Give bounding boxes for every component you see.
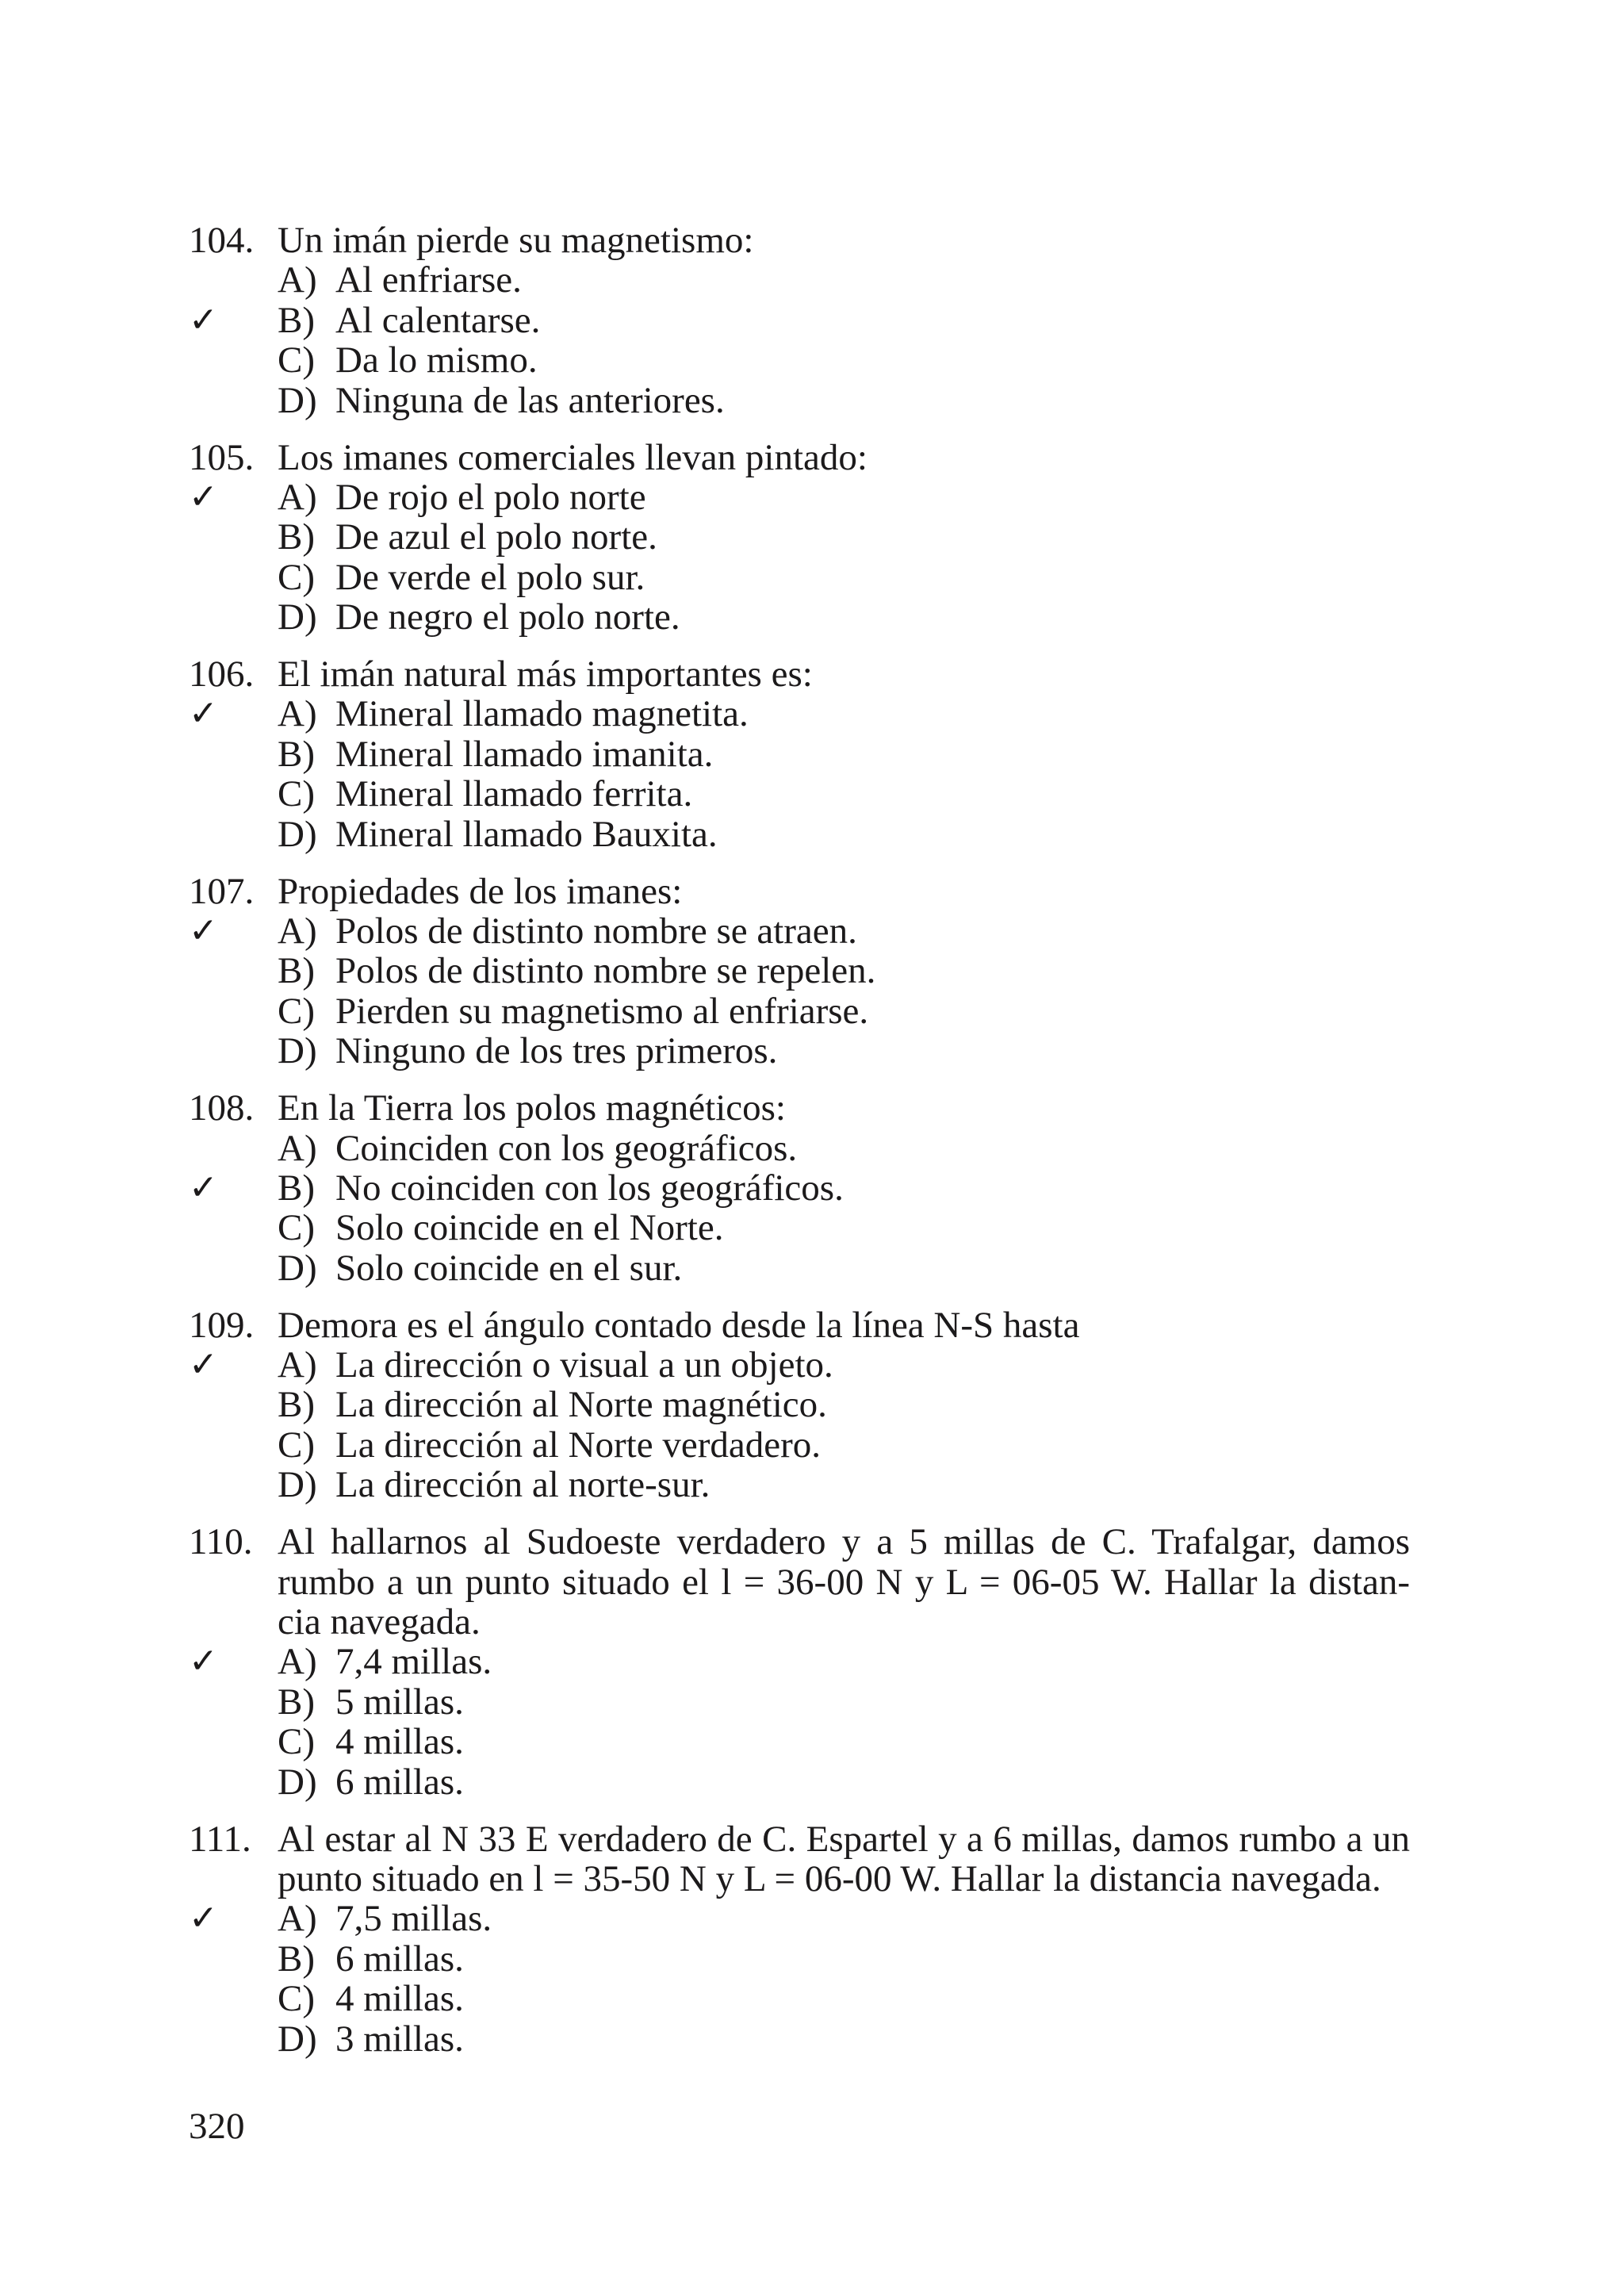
answer-option <box>189 1642 1410 1681</box>
question-header <box>189 1819 1410 1899</box>
option-text: La dirección al Norte magnético. <box>335 1384 827 1426</box>
question-text-line: Al hallarnos al Sudoeste verdadero y a 5 millas de C. Trafalgar, damos <box>278 1521 1410 1563</box>
question-text-line: El imán natural más importantes es: <box>278 654 813 696</box>
option-text: Ninguna de las anteriores. <box>335 379 725 421</box>
checkmark-icon: ✓ <box>189 1641 218 1682</box>
answer-option <box>189 2019 1410 2059</box>
option-text: 3 millas. <box>335 2018 464 2060</box>
checkmark-icon: ✓ <box>189 1167 218 1208</box>
answer-option <box>189 1208 1410 1248</box>
option-letter: D) <box>278 379 317 421</box>
option-text: Ninguno de los tres primeros. <box>335 1030 778 1072</box>
answer-option <box>189 951 1410 991</box>
option-text: 7,5 millas. <box>335 1898 492 1940</box>
question-block <box>189 1522 1410 1802</box>
question-text-line: Propiedades de los imanes: <box>278 870 683 912</box>
option-text: Da lo mismo. <box>335 339 538 381</box>
question-header <box>189 654 1410 694</box>
option-letter: D) <box>278 1030 317 1072</box>
option-text: Mineral llamado magnetita. <box>335 693 749 735</box>
answer-option <box>189 1762 1410 1802</box>
question-number: 109. <box>189 1304 255 1346</box>
option-text: Mineral llamado Bauxita. <box>335 813 718 855</box>
option-text: Coinciden con los geográficos. <box>335 1127 798 1169</box>
question-number: 106. <box>189 654 255 696</box>
option-text: De negro el polo norte. <box>335 596 680 638</box>
question-text-line: rumbo a un punto situado el l = 36-00 N y L = 06-05 W. Hallar la distan- <box>278 1561 1410 1603</box>
option-letter: B) <box>278 1938 315 1980</box>
option-text: De verde el polo sur. <box>335 556 645 598</box>
option-letter: D) <box>278 1464 317 1506</box>
answer-option <box>189 694 1410 734</box>
answer-option <box>189 340 1410 380</box>
answer-option <box>189 558 1410 597</box>
question-text <box>278 1522 1410 1642</box>
answer-option <box>189 815 1410 854</box>
answer-option <box>189 597 1410 637</box>
checkmark-icon: ✓ <box>189 299 218 340</box>
answer-option <box>189 991 1410 1031</box>
answer-option <box>189 1031 1410 1071</box>
question-text-line: Los imanes comerciales llevan pintado: <box>278 436 868 478</box>
question-block <box>189 1305 1410 1505</box>
option-text: Solo coincide en el sur. <box>335 1247 683 1289</box>
question-header <box>189 1522 1410 1642</box>
option-text: La dirección o visual a un objeto. <box>335 1344 833 1386</box>
answer-option <box>189 1722 1410 1761</box>
answer-option <box>189 381 1410 420</box>
answer-option <box>189 301 1410 340</box>
option-letter: C) <box>278 1978 315 2020</box>
option-letter: B) <box>278 1167 315 1209</box>
option-text: 4 millas. <box>335 1978 464 2020</box>
question-header <box>189 872 1410 911</box>
option-text: 6 millas. <box>335 1761 464 1803</box>
option-letter: C) <box>278 339 315 381</box>
question-block <box>189 438 1410 638</box>
option-text: 5 millas. <box>335 1681 464 1723</box>
option-letter: C) <box>278 990 315 1032</box>
question-header <box>189 220 1410 260</box>
option-letter: D) <box>278 596 317 638</box>
answer-option <box>189 1899 1410 1938</box>
question-header <box>189 1088 1410 1128</box>
question-text-line: punto situado en l = 35-50 N y L = 06-00 W. Hallar la distancia navegada. <box>278 1857 1381 1899</box>
checkmark-icon: ✓ <box>189 476 218 517</box>
option-text: Solo coincide en el Norte. <box>335 1207 724 1249</box>
option-text: Mineral llamado ferrita. <box>335 773 693 815</box>
answer-option <box>189 911 1410 951</box>
option-text: No coinciden con los geográficos. <box>335 1167 844 1209</box>
option-letter: D) <box>278 813 317 855</box>
option-text: Polos de distinto nombre se repelen. <box>335 950 876 992</box>
option-letter: A) <box>278 259 317 301</box>
answer-option <box>189 1385 1410 1424</box>
answer-option <box>189 477 1410 517</box>
option-letter: C) <box>278 1721 315 1763</box>
answer-option <box>189 1939 1410 1979</box>
question-text <box>278 1088 1410 1128</box>
answer-option <box>189 1129 1410 1168</box>
question-header <box>189 438 1410 477</box>
answer-option <box>189 1465 1410 1504</box>
question-block <box>189 1819 1410 2059</box>
checkmark-icon: ✓ <box>189 910 218 951</box>
option-text: De rojo el polo norte <box>335 476 646 518</box>
question-text <box>278 654 1410 694</box>
question-text-line: Un imán pierde su magnetismo: <box>278 220 754 261</box>
option-text: De azul el polo norte. <box>335 516 657 558</box>
option-text: 4 millas. <box>335 1721 464 1763</box>
question-text <box>278 872 1410 911</box>
question-number: 108. <box>189 1087 255 1129</box>
option-text: Al enfriarse. <box>335 259 522 301</box>
question-number: 110. <box>189 1521 253 1563</box>
question-text <box>278 1819 1410 1899</box>
checkmark-icon: ✓ <box>189 1898 218 1939</box>
question-header <box>189 1305 1410 1345</box>
option-text: La dirección al Norte verdadero. <box>335 1424 821 1466</box>
option-letter: B) <box>278 516 315 558</box>
question-number: 105. <box>189 436 255 478</box>
answer-option <box>189 774 1410 814</box>
question-text <box>278 220 1410 260</box>
checkmark-icon: ✓ <box>189 693 218 734</box>
question-block <box>189 1088 1410 1288</box>
option-letter: A) <box>278 1898 317 1940</box>
option-text: 6 millas. <box>335 1938 464 1980</box>
answer-option <box>189 1682 1410 1722</box>
page-number: 320 <box>189 2106 245 2147</box>
option-text: La dirección al norte-sur. <box>335 1464 710 1506</box>
option-letter: A) <box>278 1344 317 1386</box>
option-letter: C) <box>278 556 315 598</box>
answer-option <box>189 734 1410 774</box>
question-text-line: cia navegada. <box>278 1601 481 1642</box>
option-text: Polos de distinto nombre se atraen. <box>335 910 857 952</box>
answer-option <box>189 517 1410 557</box>
answer-option <box>189 1425 1410 1465</box>
option-letter: C) <box>278 773 315 815</box>
option-text: Mineral llamado imanita. <box>335 733 714 775</box>
answer-option <box>189 1345 1410 1385</box>
checkmark-icon: ✓ <box>189 1344 218 1386</box>
question-number: 107. <box>189 870 255 912</box>
option-letter: A) <box>278 1641 317 1683</box>
option-text: Pierden su magnetismo al enfriarse. <box>335 990 869 1032</box>
question-list <box>189 220 1410 2076</box>
option-text: Al calentarse. <box>335 299 541 341</box>
option-letter: A) <box>278 476 317 518</box>
option-letter: B) <box>278 1681 315 1723</box>
answer-option <box>189 1979 1410 2018</box>
option-letter: D) <box>278 2018 317 2060</box>
option-letter: C) <box>278 1424 315 1466</box>
question-text-line: Al estar al N 33 E verdadero de C. Espartel y a 6 millas, damos rumbo a un <box>278 1818 1410 1860</box>
option-letter: B) <box>278 733 315 775</box>
option-letter: A) <box>278 1127 317 1169</box>
option-letter: A) <box>278 910 317 952</box>
question-text <box>278 438 1410 477</box>
question-number: 104. <box>189 220 255 261</box>
option-text: 7,4 millas. <box>335 1641 492 1683</box>
question-block <box>189 220 1410 420</box>
answer-option <box>189 1248 1410 1288</box>
option-letter: B) <box>278 1384 315 1426</box>
question-text <box>278 1305 1410 1345</box>
answer-option <box>189 1168 1410 1208</box>
option-letter: D) <box>278 1247 317 1289</box>
question-text-line: En la Tierra los polos magnéticos: <box>278 1087 786 1129</box>
question-text-line: Demora es el ángulo contado desde la línea N-S hasta <box>278 1304 1080 1346</box>
question-number: 111. <box>189 1818 251 1860</box>
question-block <box>189 872 1410 1071</box>
answer-option <box>189 260 1410 300</box>
option-letter: B) <box>278 950 315 992</box>
option-letter: D) <box>278 1761 317 1803</box>
question-block <box>189 654 1410 854</box>
option-letter: C) <box>278 1207 315 1249</box>
option-letter: B) <box>278 299 315 341</box>
option-letter: A) <box>278 693 317 735</box>
